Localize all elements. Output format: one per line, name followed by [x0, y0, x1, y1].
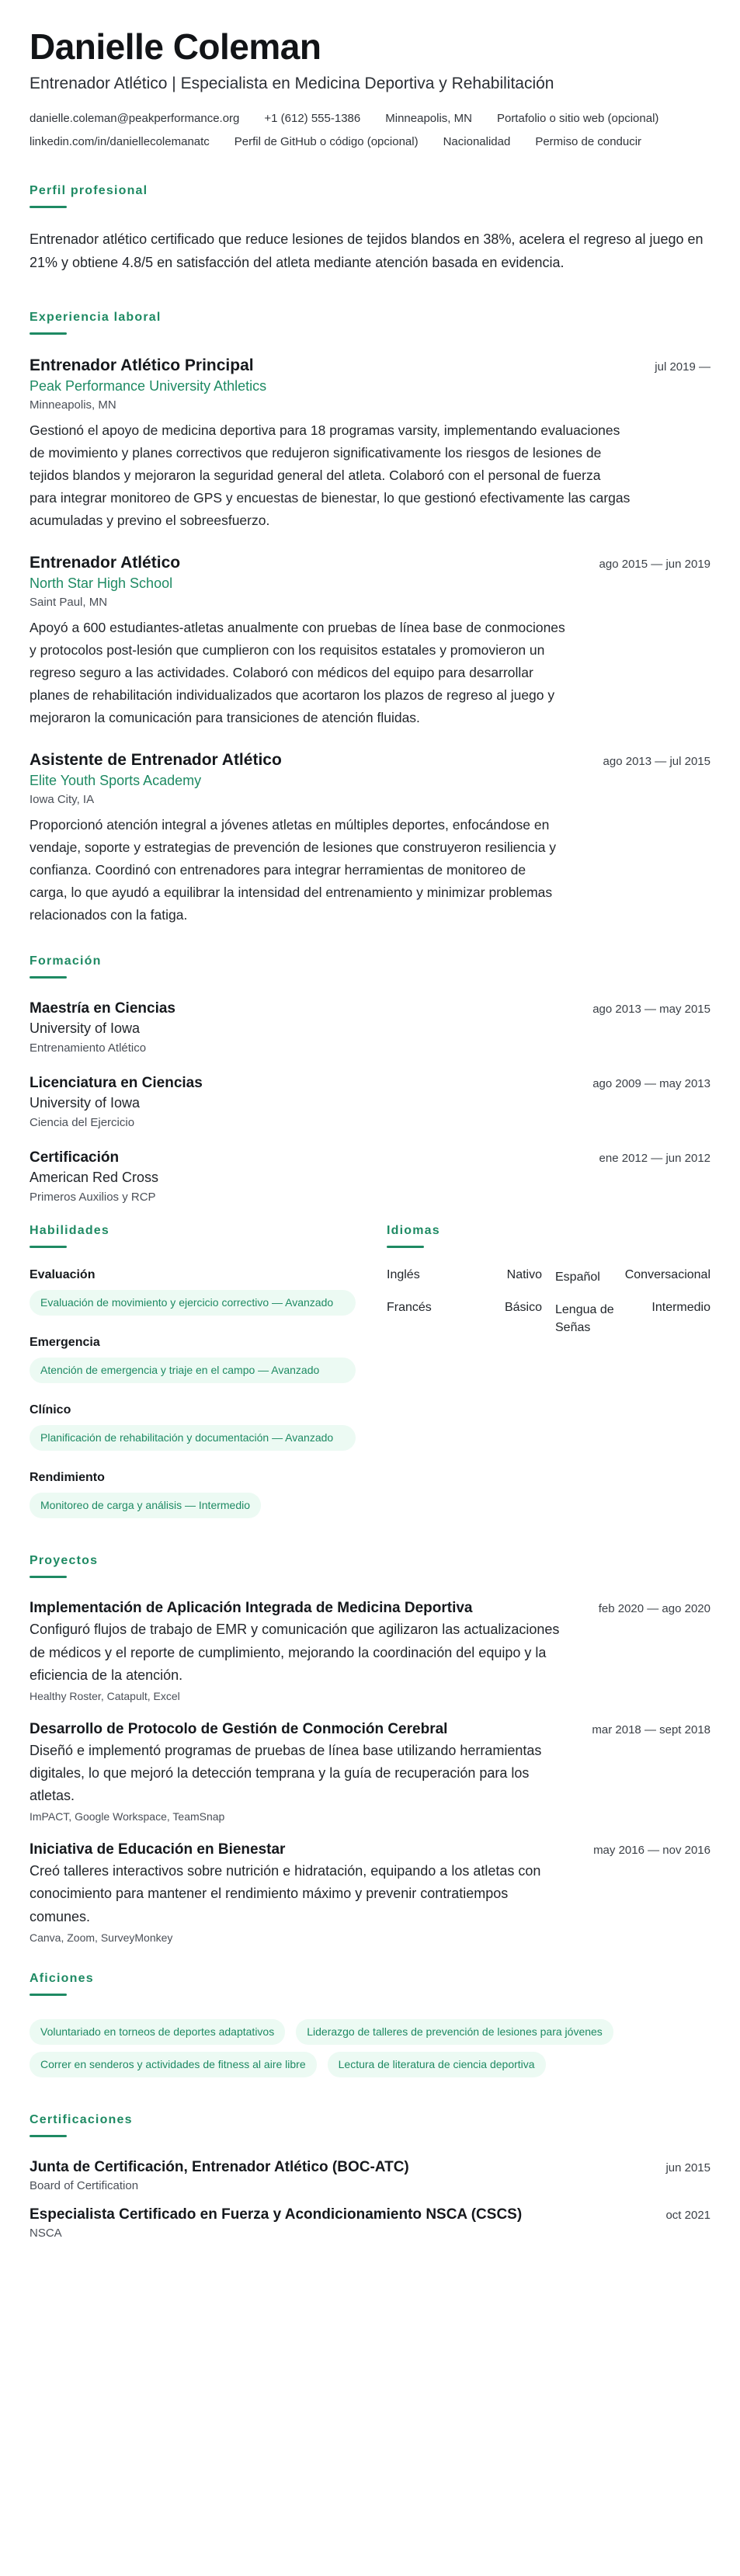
- project-tools: ImPACT, Google Workspace, TeamSnap: [30, 1810, 225, 1823]
- project-entry: [30, 1600, 710, 1702]
- interests-section: [30, 1972, 710, 2077]
- section-divider: [387, 1246, 424, 1248]
- certification-entry: [30, 2206, 710, 2240]
- projects-section: [30, 1554, 710, 1943]
- education-date: ago 2013 — may 2015: [592, 1003, 710, 1017]
- contact-linkedin[interactable]: linkedin.com/in/daniellecolemanatc: [30, 135, 210, 149]
- experience-section: [30, 311, 710, 927]
- job-company: North Star High School: [30, 575, 173, 591]
- certification-date: jun 2015: [665, 2161, 710, 2174]
- job-entry: [30, 356, 710, 532]
- project-title: Implementación de Aplicación Integrada de Medicina Deportiva: [30, 1600, 473, 1617]
- job-date: jul 2019 —: [655, 360, 710, 374]
- section-divider: [30, 1246, 67, 1248]
- resume-header: [30, 28, 710, 148]
- project-description: Diseñó e implementó programas de pruebas de línea base utilizando herramientas digitales, lo que mejoró la detección temprana y la guía de recuperación para los atletas.: [30, 1742, 542, 1804]
- project-date: feb 2020 — ago 2020: [598, 1602, 710, 1616]
- education-date: ene 2012 — jun 2012: [599, 1152, 710, 1166]
- project-tools: Canva, Zoom, SurveyMonkey: [30, 1931, 173, 1944]
- job-date: ago 2013 — jul 2015: [603, 755, 710, 769]
- certification-name: Junta de Certificación, Entrenador Atlético (BOC-ATC): [30, 2158, 409, 2175]
- contact-location: Minneapolis, MN: [385, 112, 472, 126]
- section-divider: [30, 2135, 67, 2137]
- job-location: Iowa City, IA: [30, 793, 95, 807]
- language-name: Lengua de Señas: [555, 1302, 614, 1334]
- interest-chip: Voluntariado en torneos de deportes adaptativos: [30, 2019, 285, 2045]
- skill-category: Clínico: [30, 1403, 71, 1417]
- contact-github[interactable]: Perfil de GitHub o código (opcional): [234, 135, 419, 149]
- education-degree: Licenciatura en Ciencias: [30, 1075, 203, 1092]
- contact-phone[interactable]: +1 (612) 555-1386: [264, 112, 361, 126]
- language-name: Inglés: [387, 1268, 420, 1282]
- candidate-name: Danielle Coleman: [30, 26, 321, 67]
- contact-info: [30, 112, 710, 148]
- education-school: American Red Cross: [30, 1170, 159, 1186]
- job-title: Asistente de Entrenador Atlético: [30, 751, 282, 770]
- section-title: Habilidades: [30, 1224, 110, 1238]
- candidate-headline: Entrenador Atlético | Especialista en Medicina Deportiva y Rehabilitación: [30, 75, 554, 93]
- section-title: Proyectos: [30, 1554, 99, 1568]
- language-name: Francés: [387, 1300, 432, 1314]
- job-location: Minneapolis, MN: [30, 398, 116, 412]
- certification-issuer: Board of Certification: [30, 2178, 139, 2192]
- project-title: Iniciativa de Educación en Bienestar: [30, 1841, 286, 1858]
- section-title: Idiomas: [387, 1224, 440, 1238]
- profile-section: [30, 184, 710, 274]
- education-entry: [30, 1149, 710, 1204]
- language-level: Intermedio: [651, 1300, 710, 1314]
- education-field: Entrenamiento Atlético: [30, 1041, 147, 1055]
- language-level: Básico: [504, 1300, 542, 1314]
- project-date: may 2016 — nov 2016: [593, 1844, 710, 1858]
- language-row: [387, 1301, 710, 1337]
- education-school: University of Iowa: [30, 1095, 141, 1111]
- section-divider: [30, 976, 67, 979]
- education-field: Primeros Auxilios y RCP: [30, 1191, 156, 1205]
- education-school: University of Iowa: [30, 1020, 141, 1037]
- education-entry: [30, 1000, 710, 1055]
- job-company: Peak Performance University Athletics: [30, 377, 267, 394]
- language-name: Español: [555, 1271, 600, 1285]
- section-divider: [30, 1576, 67, 1578]
- interest-chip: Correr en senderos y actividades de fitness al aire libre: [30, 2052, 317, 2077]
- skills-languages-row: [30, 1224, 710, 1518]
- job-entry: [30, 751, 710, 926]
- job-description: Gestionó el apoyo de medicina deportiva para 18 programas varsity, implementando evaluaciones de movimiento y planes correctivos que redujeron significativamente los riesgos de lesiones de tejidos blandos y mejoraron la seguridad general del atleta. Colaboró con el personal de fuerza para integrar monitoreo de GPS y encuestas de bienestar, lo que gestionó efectivamente las cargas acumuladas y previno el sobreesfuerzo.: [30, 422, 631, 528]
- project-entry: [30, 1841, 710, 1943]
- language-item: [387, 1301, 542, 1337]
- language-item: [555, 1268, 710, 1286]
- education-degree: Maestría en Ciencias: [30, 1000, 175, 1017]
- skill-chip: Monitoreo de carga y análisis — Intermedio: [30, 1493, 261, 1518]
- profile-summary: Entrenador atlético certificado que reduce lesiones de tejidos blandos en 38%, acelera el regreso al juego en 21% y obtiene 4.8/5 en satisfacción del atleta mediante atención basada en evidencia.: [30, 231, 704, 270]
- education-entry: [30, 1075, 710, 1129]
- language-level: Nativo: [506, 1268, 542, 1282]
- contact-website[interactable]: Portafolio o sitio web (opcional): [496, 112, 659, 126]
- skill-category: Rendimiento: [30, 1471, 105, 1485]
- contact-email[interactable]: danielle.coleman@peakperformance.org: [30, 112, 240, 126]
- skill-chip: Planificación de rehabilitación y documentación — Avanzado: [30, 1425, 356, 1451]
- skill-chip: Evaluación de movimiento y ejercicio correctivo — Avanzado: [30, 1290, 356, 1316]
- certification-issuer: NSCA: [30, 2226, 62, 2240]
- project-description: Configuró flujos de trabajo de EMR y comunicación que agilizaron las actualizaciones de médicos y el reporte de cumplimiento, mejorando la coordinación del equipo y la eficiencia de la atención.: [30, 1622, 560, 1683]
- section-divider: [30, 332, 67, 335]
- job-description: Apoyó a 600 estudiantes-atletas anualmente con pruebas de línea base de conmociones y protocolos post-lesión que cumplieron con los requisitos estatales y promovieron un regreso seguro a las actividades. Colaboró con médicos del equipo para desarrollar planes de rehabilitación individualizados que acortaron los plazos de regreso al juego y mejoraron la comunicación para transiciones de atención fluidas.: [30, 619, 565, 726]
- skills-section: [30, 1224, 356, 1518]
- education-section: [30, 954, 710, 1204]
- job-location: Saint Paul, MN: [30, 595, 108, 609]
- languages-list: [387, 1268, 710, 1337]
- job-description: Proporcionó atención integral a jóvenes atletas en múltiples deportes, enfocándose en vendaje, soporte y estrategias de prevención de lesiones que construyeron resiliencia y confianza. Coordinó con entrenadores para integrar herramientas de monitoreo de carga, lo que ayudó a equilibrar la intensidad del entrenamiento y minimizar problemas relacionados con la fatiga.: [30, 817, 557, 923]
- section-title: Experiencia laboral: [30, 310, 162, 324]
- job-title: Entrenador Atlético Principal: [30, 356, 254, 374]
- project-date: mar 2018 — sept 2018: [592, 1723, 710, 1736]
- job-company: Elite Youth Sports Academy: [30, 773, 202, 789]
- section-title: Formación: [30, 954, 102, 968]
- skill-chip: Atención de emergencia y triaje en el campo — Avanzado: [30, 1358, 356, 1383]
- education-field: Ciencia del Ejercicio: [30, 1116, 135, 1130]
- section-title: Aficiones: [30, 1971, 94, 1985]
- education-degree: Certificación: [30, 1149, 120, 1166]
- section-divider: [30, 206, 67, 208]
- section-title: Certificaciones: [30, 2112, 133, 2126]
- language-item: [387, 1268, 542, 1286]
- project-tools: Healthy Roster, Catapult, Excel: [30, 1689, 180, 1702]
- interest-chip: Liderazgo de talleres de prevención de lesiones para jóvenes: [296, 2019, 613, 2045]
- project-title: Desarrollo de Protocolo de Gestión de Conmoción Cerebral: [30, 1720, 448, 1737]
- project-description: Creó talleres interactivos sobre nutrición e hidratación, equipando a los atletas con conocimiento para mantener el rendimiento máximo y prevenir contratiempos comunes.: [30, 1863, 541, 1924]
- job-title: Entrenador Atlético: [30, 553, 181, 572]
- interests-list: [30, 2019, 710, 2077]
- language-level: Conversacional: [624, 1268, 710, 1282]
- interest-chip: Lectura de literatura de ciencia deportiva: [328, 2052, 546, 2077]
- language-item: [555, 1301, 710, 1337]
- certification-entry: [30, 2159, 710, 2192]
- job-entry: [30, 554, 710, 729]
- certification-date: oct 2021: [665, 2208, 710, 2222]
- certifications-section: [30, 2113, 710, 2240]
- section-title: Perfil profesional: [30, 184, 148, 198]
- project-entry: [30, 1721, 710, 1823]
- certification-name: Especialista Certificado en Fuerza y Acondicionamiento NSCA (CSCS): [30, 2206, 523, 2223]
- skill-category: Evaluación: [30, 1268, 96, 1282]
- languages-section: [387, 1224, 710, 1518]
- section-divider: [30, 1994, 67, 1996]
- language-row: [387, 1268, 710, 1286]
- education-date: ago 2009 — may 2013: [592, 1077, 710, 1091]
- job-date: ago 2015 — jun 2019: [599, 557, 710, 571]
- skill-category: Emergencia: [30, 1336, 100, 1350]
- contact-license: Permiso de conducir: [535, 135, 642, 149]
- contact-nationality: Nacionalidad: [443, 135, 511, 149]
